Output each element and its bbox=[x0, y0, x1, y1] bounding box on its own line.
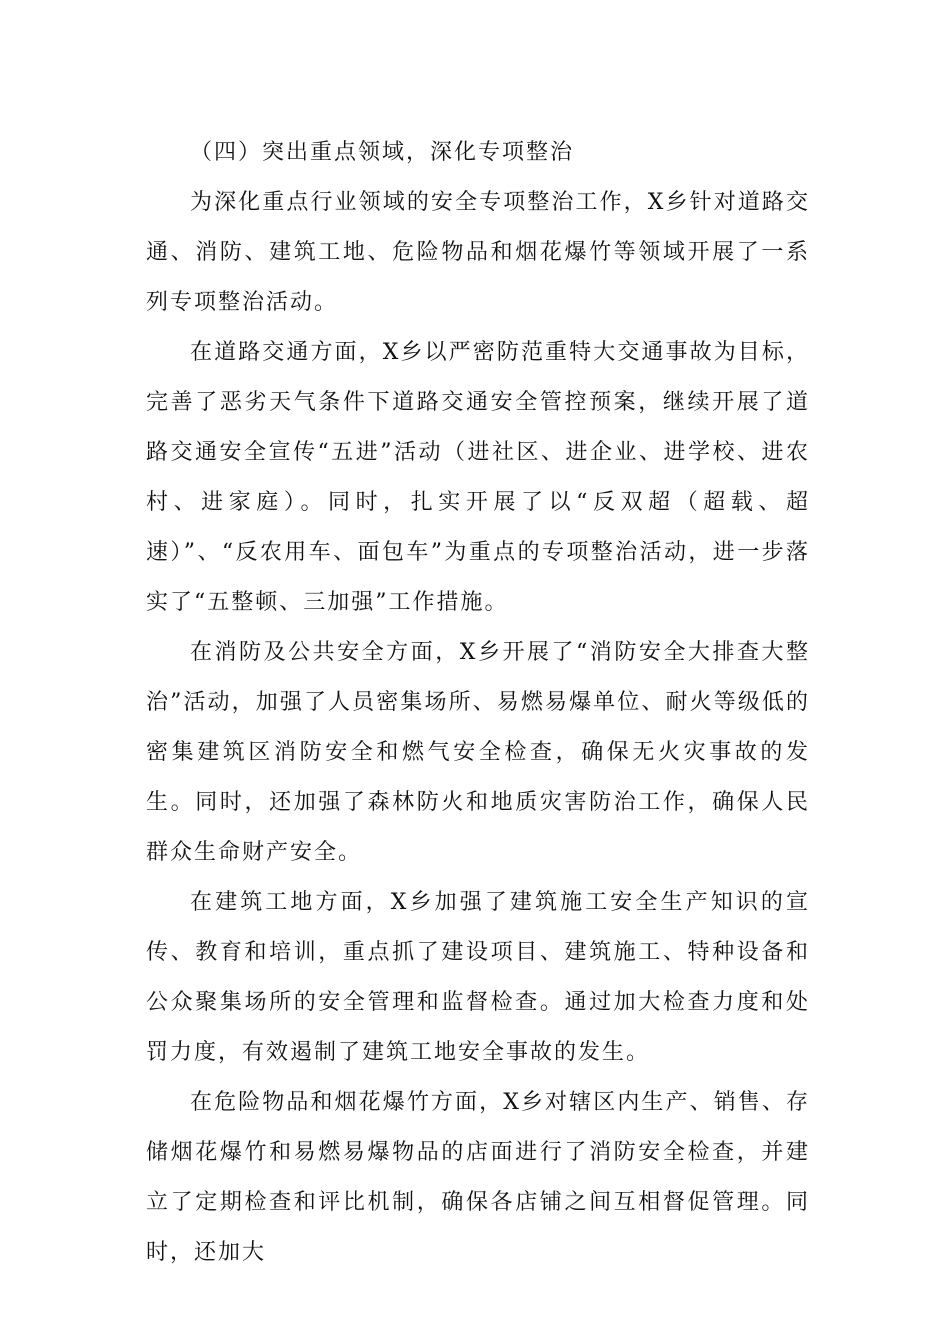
paragraph-fire-safety: 在消防及公共安全方面，X乡开展了“消防安全大排查大整治”活动，加强了人员密集场所、易燃易爆单位、耐火等级低的密集建筑区消防安全和燃气安全检查，确保无火灾事故的发生。同时，还加强了森林防火和地质灾害防治工作，确保人民群众生命财产安全。 bbox=[146, 640, 810, 865]
paragraph-intro: 为深化重点行业领域的安全专项整治工作，X乡针对道路交通、消防、建筑工地、危险物品和烟花爆竹等领域开展了一系列专项整治活动。 bbox=[146, 190, 810, 315]
section-heading: （四）突出重点领域，深化专项整治 bbox=[190, 140, 575, 165]
paragraph-hazardous-goods: 在危险物品和烟花爆竹方面，X乡对辖区内生产、销售、存储烟花爆竹和易燃易爆物品的店面进行了消防安全检查，并建立了定期检查和评比机制，确保各店铺之间互相督促管理。同时，还加大 bbox=[146, 1090, 810, 1265]
document-body bbox=[146, 128, 810, 1278]
paragraph-road-traffic: 在道路交通方面，X乡以严密防范重特大交通事故为目标，完善了恶劣天气条件下道路交通安全管控预案，继续开展了道路交通安全宣传“五进”活动（进社区、进企业、进学校、进农村、进家庭）。同时，扎实开展了以“反双超（超载、超速）”、“反农用车、面包车”为重点的专项整治活动，进一步落实了“五整顿、三加强”工作措施。 bbox=[146, 340, 810, 615]
paragraph-construction: 在建筑工地方面，X乡加强了建筑施工安全生产知识的宣传、教育和培训，重点抓了建设项目、建筑施工、特种设备和公众聚集场所的安全管理和监督检查。通过加大检查力度和处罚力度，有效遏制了建筑工地安全事故的发生。 bbox=[146, 890, 810, 1065]
